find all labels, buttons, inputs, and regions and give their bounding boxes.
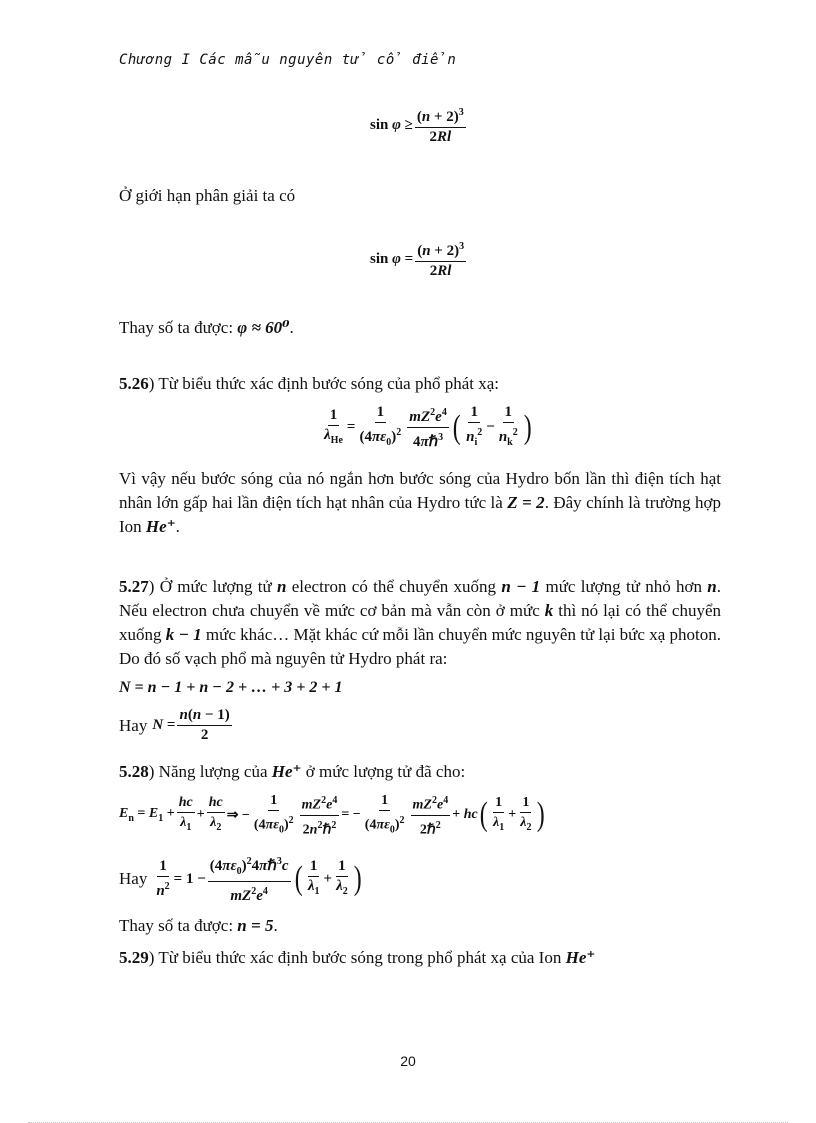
equation-wavelength: $\frac{1}{\lambda_{He}}$ = $\frac{1}{(4\pi\varepsilon_0)^2}$ $\frac{mZ^2e^4}{4\pi\hbar^3}$ ( $\frac{1}{n_i^2}$ − $\frac{1}{n_k^2}$ ): [324, 404, 532, 450]
section-5-27-text: 5.27) Ở mức lượng tử n electron có thể chuyển xuống n − 1 mức lượng tử nhỏ hơn n. Nếu electron chưa chuyển về mức cơ bản mà vẫn còn ở mức k thì nó lại có thể chuyển xuống k − 1 mức khác… Mặt khác cứ mỗi lần chuyển mức nguyên tử lại bức xạ photon. Do đó số vạch phổ mà nguyên tử Hydro phát ra:: [119, 577, 721, 668]
equation-energy: $E_n = E_1$ + $\frac{hc}{\lambda_1}$ + $\frac{hc}{\lambda_2}$ ⇒ − $\frac{1}{(4\pi\varepsilon_0)^2}$ $\frac{mZ^2e^4}{2n^2\hbar^2}$ = − $\frac{1}{(4\pi\varepsilon_0)^2}$ $\frac{mZ^2e^4}{2\hbar^2}$ + hc ( $\frac{1}{\lambda_1}$ + $\frac{1}{\lambda_2}$ ): [119, 793, 546, 838]
n-result: Thay số ta được: n = 5.: [119, 916, 278, 935]
section-5-26-explanation: Vì vậy nếu bước sóng của nó ngắn hơn bước sóng của Hydro bốn lần thì điện tích hạt nhân lớn gấp hai lần điện tích hạt nhân của Hydro tức là Z = 2. Đây chính là trường hợp Ion He⁺.: [119, 469, 722, 536]
page-number: 20: [400, 1053, 416, 1069]
phi-value: φ ≈ 60⁰: [237, 318, 290, 337]
section-5-28-intro: 5.28) Năng lượng của He⁺ ở mức lượng tử đã cho:: [119, 762, 466, 781]
equation-sin-inequality: sin φ ≥ $\frac{(n + 2)^3}{2Rl}$: [370, 104, 468, 146]
equation-n-squared: Hay $\frac{1}{n^2}$ = 1 − $\frac{(4\pi\varepsilon_0)^24\pi\hbar^3c}{mZ^2e^4}$ ( $\frac{1}{\lambda_1}$ + $\frac{1}{\lambda_2}$ ): [119, 853, 363, 905]
resolution-text: Ở giới hạn phân giải ta có: [119, 186, 296, 205]
equation-sum-lines: N = n − 1 + n − 2 + … + 3 + 2 + 1: [119, 679, 343, 696]
z-value: Z = 2: [507, 493, 545, 512]
equation-n-lines: Hay N = $\frac{n(n - 1)}{2}$: [119, 707, 230, 743]
ion-he: He⁺: [145, 517, 176, 536]
chapter-header: Chương I Các mẫu nguyên tử cổ điển: [119, 52, 457, 68]
n-value: n = 5: [237, 916, 274, 935]
section-5-26-intro: 5.26) Từ biểu thức xác định bước sóng của phổ phát xạ:: [119, 374, 500, 393]
section-5-29-intro: 5.29) Từ biểu thức xác định bước sóng trong phổ phát xạ của Ion He⁺: [119, 948, 596, 967]
phi-result: Thay số ta được: φ ≈ 60⁰.: [119, 318, 294, 337]
equation-sin-equality: sin φ = $\frac{(n + 2)^3}{2Rl}$: [370, 238, 468, 280]
